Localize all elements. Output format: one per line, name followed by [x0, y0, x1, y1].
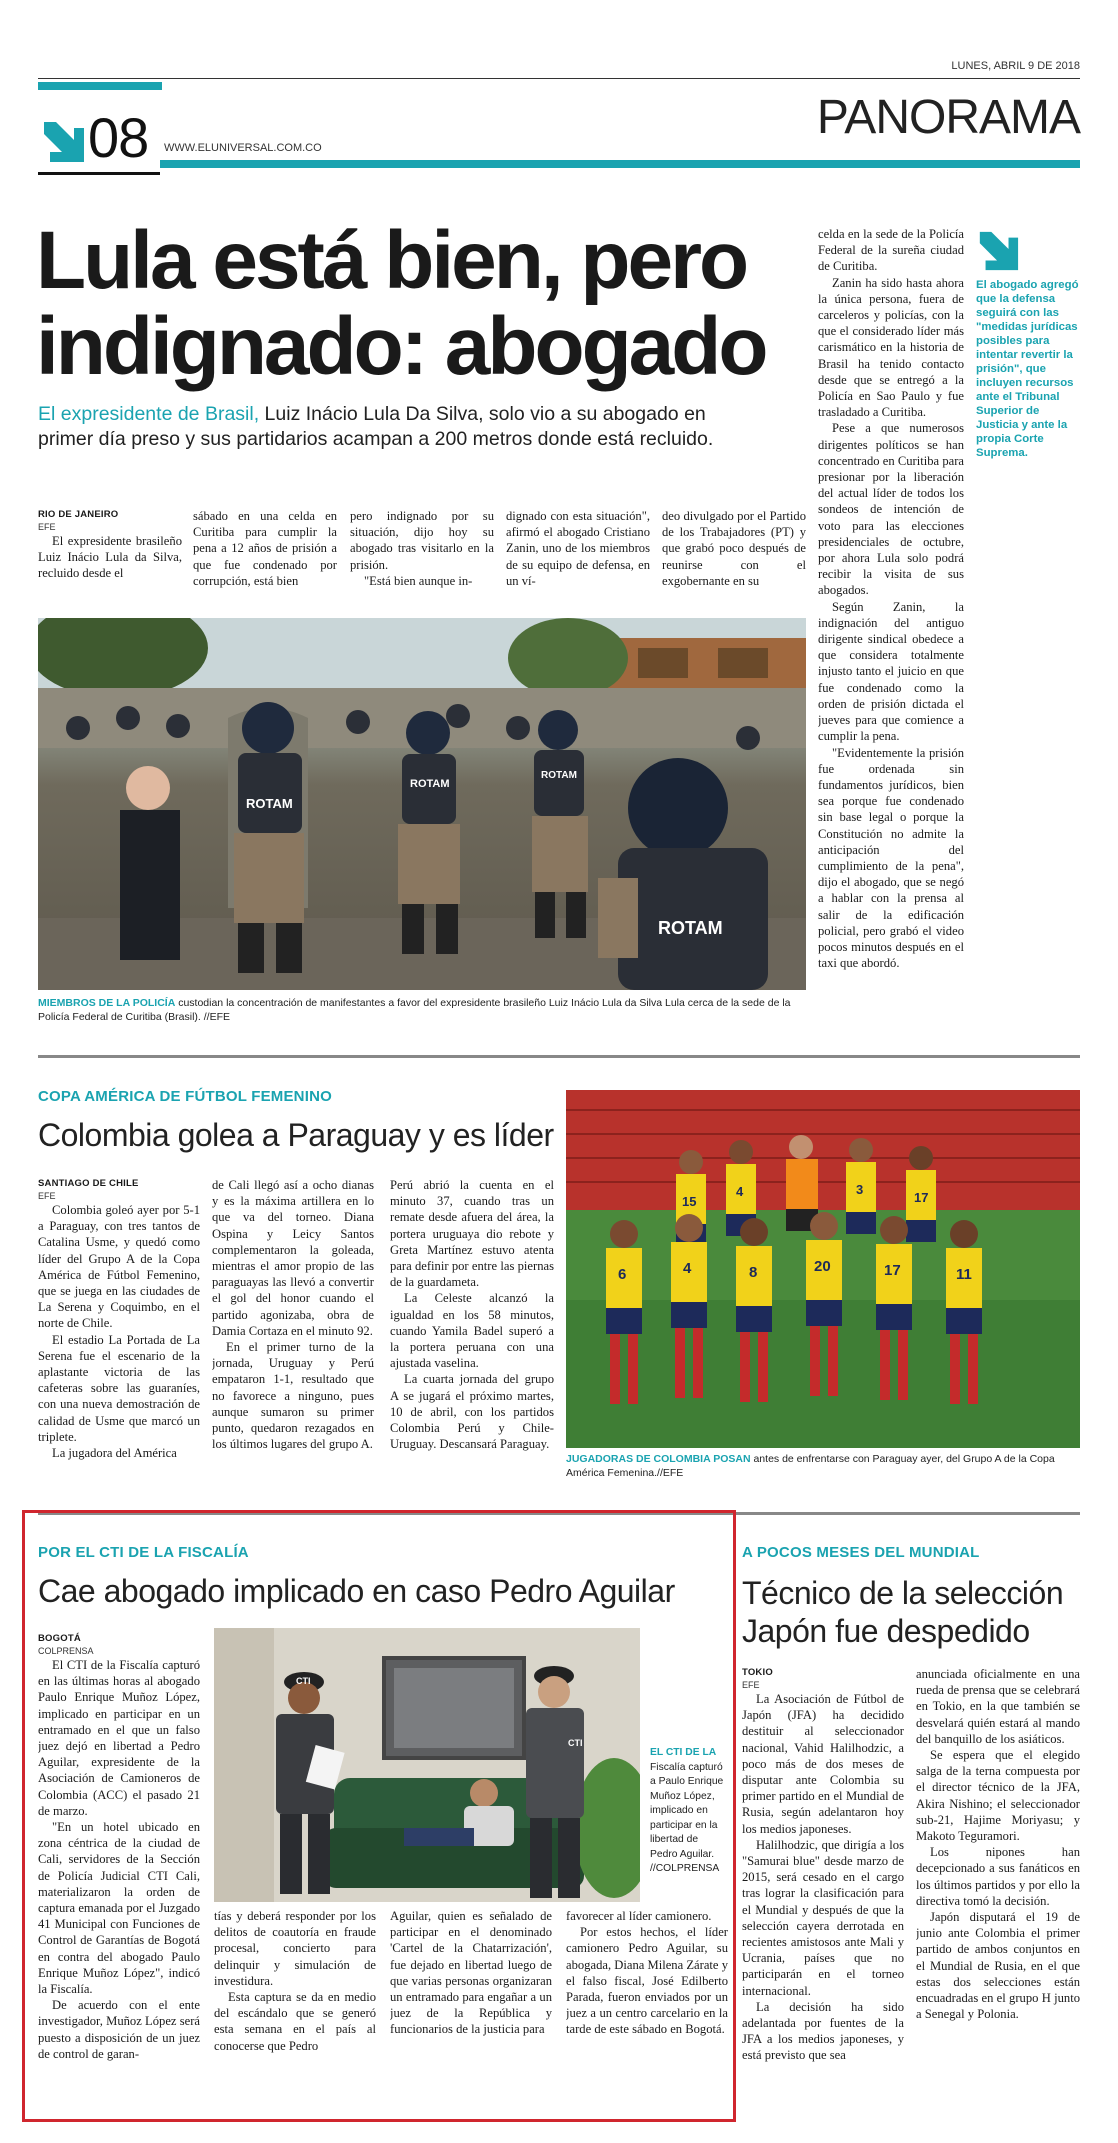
- story1-sidebar-quote: El abogado agregó que la defensa seguirá con las "medidas jurídicas posibles para intentar revertir la prisión", que incluyen recursos ante el Tribunal Superior de Justicia y ante la propia Corte Suprema.: [976, 279, 1079, 459]
- story3-caption: [650, 1746, 726, 1877]
- section-title: PANORAMA: [816, 91, 1080, 144]
- story1-caption-lead: MIEMBROS DE LA POLICÍA: [38, 997, 176, 1009]
- story1-dek: [38, 402, 758, 452]
- photo-vest-label: ROTAM: [410, 778, 450, 790]
- header-teal-bar: [160, 160, 1080, 168]
- story2-col3-text: Perú abrió la cuenta en el minuto 37, cuando tras un remate desde afuera del área, la portera uruguaya dio rebote y Greta Martínez estuvo atenta para definir por entre las piernas de la guardameta.: [390, 1178, 554, 1290]
- story3-col2-text: Esta captura se da en medio del escándalo que se generó esta semana en el país al conocerse que Pedro: [214, 1990, 376, 2053]
- story1-caption: [38, 996, 808, 1024]
- story3-caption-lead: EL CTI DE LA: [650, 1747, 717, 1758]
- story3-agency: COLPRENSA: [38, 1646, 94, 1656]
- story4-col1-text: Halilhodzic, que dirigía a los "Samurai blue" desde marzo de 2015, será cesado en el cargo tras lograr la clasificación para el Mundial y después de que la selección cayera derrotada en recientes amistosos ante Mali y Ucrania, países que no participarán en el torneo internacional.: [742, 1837, 904, 1998]
- story2-caption-lead: JUGADORAS DE COLOMBIA POSAN: [566, 1453, 751, 1465]
- story2-caption-text: antes de enfrentarse con Paraguay ayer, del Grupo A de la Copa América Femenina.//EFE: [566, 1453, 1055, 1479]
- story4-col2-text: anunciada oficialmente en una rueda de prensa que se celebrará en Tokio, en la que también se desvelará quién estará al mando del banquillo de los asiáticos.: [916, 1667, 1080, 1746]
- story4-agency: EFE: [742, 1680, 760, 1690]
- story1-col6-text: Zanin ha sido hasta ahora la única persona, fuera de carceleros y policías, con la que el considerado líder más carismático en la historia de Brasil ha tenido contacto desde que se entregó a la Policía en Sao Paulo y fue trasladado a Curitiba.: [818, 275, 964, 420]
- story2-col3: [390, 1177, 554, 1452]
- story3-col3: [390, 1908, 552, 2038]
- story2-col1-text: El estadio La Portada de La Serena fue el escenario de la aplastante victoria de las cafeteras sobre las guaraníes, con una nueva demostración de calidad de Usme que marcó un triplete.: [38, 1332, 200, 1444]
- page-number: 08: [88, 106, 149, 169]
- story3-kicker: POR EL CTI DE LA FISCALÍA: [38, 1544, 249, 1561]
- story3-col4-text: favorecer al líder camionero.: [566, 1909, 712, 1923]
- story4-headline: Técnico de la selección Japón fue despedido: [742, 1575, 1064, 1649]
- story1-col1: [38, 508, 182, 582]
- story3-col3-text: Aguilar, quien es señalado de participar en el denominado 'Cartel de la Chatarrización', fue dejado en libertad luego de que varias personas organizaran un entramado para engañar a un juez de la República y funcionarios de la justicia para: [390, 1909, 552, 2037]
- header-teal-tab: [38, 82, 162, 90]
- story2-col3-text: La Celeste alcanzó la igualdad en los 58 minutos, cuando Yamila Badel superó a la portera peruana con una ajustada vaselina.: [390, 1291, 554, 1371]
- story2-caption: [566, 1452, 1080, 1480]
- sidebar-arrow-icon: [976, 228, 1020, 272]
- story2-agency: EFE: [38, 1191, 56, 1201]
- arrow-icon: [40, 118, 86, 164]
- story4-col1-text: La decisión ha sido adelantada por fuentes de la JFA a los medios japoneses, y está previsto que sea: [742, 1999, 904, 2063]
- story1-col3-text: pero indignado por su situación, dijo hoy su abogado tras visitarlo en la prisión.: [350, 509, 494, 572]
- story4-col2: [916, 1666, 1080, 2022]
- story4-kicker: A POCOS MESES DEL MUNDIAL: [742, 1544, 980, 1561]
- section-divider: [38, 1055, 1080, 1058]
- website-url[interactable]: WWW.ELUNIVERSAL.COM.CO: [164, 142, 322, 154]
- story4-dateline: TOKIO: [742, 1667, 773, 1678]
- story2-col3-text: La cuarta jornada del grupo A se jugará el próximo martes, 10 de abril, con los partidos Colombia Perú y Chile-Uruguay. Descansará Paraguay.: [390, 1372, 554, 1452]
- story2-col2: [212, 1177, 374, 1452]
- jersey-number: 4: [683, 1260, 692, 1277]
- story1-col2-text: sábado en una celda en Curitiba para cumplir la pena a 12 años de prisión a que fue condenado por corrupción, está bien: [193, 509, 337, 588]
- story2-col1-text: La jugadora del América: [52, 1446, 177, 1461]
- story4-col1: [742, 1666, 904, 2064]
- jersey-number: 8: [749, 1264, 758, 1281]
- story3-col1-text: "En un hotel ubicado en zona céntrica de la ciudad de Cali, servidores de la Sección de Policía Judicial CTI Cali, materializaron la orden de captura emanada por el Juzgado 41 Municipal con Funciones de Control de Garantías de Bogotá en contra del abogado Paulo Enrique Muñoz López", indicó la Fiscalía.: [38, 1820, 200, 1997]
- photo-vest-label: ROTAM: [658, 918, 723, 938]
- story2-col2-text: En el primer turno de la jornada, Uruguay y Perú empataron 1-1, resultado que no favorece a ninguno, pues aunque sumaron su primer punto, quedaron rezagados en los últimos lugares del grupo A.: [212, 1340, 374, 1452]
- story3-caption-text: Fiscalía capturó a Paulo Enrique Muñoz López, implicado en participar en la libertad de Pedro Aguilar. //COLPRENSA: [650, 1761, 724, 1874]
- story1-col6-text: celda en la sede de la Policía Federal de la sureña ciudad de Curitiba.: [818, 227, 964, 274]
- header-page-underline: [38, 172, 160, 175]
- story1-dateline: RIO DE JANEIRO: [38, 509, 119, 520]
- photo-vest-label: ROTAM: [541, 770, 577, 781]
- story1-col4: [506, 508, 650, 589]
- story4-col2-text: Los nipones han decepcionado a sus fanáticos en los últimos partidos y por ello la directiva tomó la decisión.: [916, 1845, 1080, 1908]
- story3-col4-text: Por estos hechos, el líder camionero Pedro Aguilar, su abogada, Diana Milena Zárate y el falso fiscal, José Edilberto Parada, fueron enviados por un juez a un centro carcelario en la tarde de este sábado en Bogotá.: [566, 1925, 728, 2037]
- story1-agency: EFE: [38, 522, 56, 532]
- story4-col2-text: Se espera que el elegido salga de la terna compuesta por el director técnico de la JFA, Akira Nishino; el seleccionador sub-21, Hajime Moriyasu; y Makoto Teguramori.: [916, 1748, 1080, 1844]
- story3-dateline: BOGOTÁ: [38, 1633, 81, 1644]
- story1-col3-text-b: "Está bien aunque in-: [364, 573, 473, 588]
- story1-col3: [350, 508, 494, 589]
- story2-photo: [566, 1090, 1080, 1448]
- story3-photo: [214, 1628, 640, 1902]
- photo-badge: CTI: [296, 1676, 311, 1686]
- story1-dek-lead: El expresidente de Brasil,: [38, 403, 260, 425]
- story3-col4: [566, 1908, 728, 2038]
- story4-col2-text: Japón disputará el 19 de junio ante Colombia el primer partido de ambos conjuntos en el Mundial de Rusia, en el que estas dos selecciones están encuadradas en el grupo H junto a Senegal y Polonia.: [916, 1910, 1080, 2022]
- photo-vest-label: ROTAM: [246, 796, 293, 811]
- jersey-number: 17: [914, 1190, 929, 1205]
- story1-col2: [193, 508, 337, 589]
- story2-col1: [38, 1177, 200, 1461]
- header-rule-top: [38, 78, 1080, 79]
- story1-col6-text: Pese a que numerosos dirigentes políticos se han concentrado en Curitiba para presionar por la liberación del actual líder de todos los sondeos de intención de voto para las elecciones presidenciales de octubre, por ahora Lula solo podrá recibir la visita de sus abogados.: [818, 421, 964, 598]
- story1-photo: [38, 618, 806, 990]
- jersey-number: 4: [736, 1184, 744, 1199]
- story1-caption-text: custodian la concentración de manifestantes a favor del expresidente brasileño Luiz Inácio Lula da Silva Lula cerca de la sede de la Policía Federal de Curitiba (Brasil). //EFE: [38, 997, 791, 1023]
- jersey-number: 15: [682, 1194, 697, 1209]
- story3-col2-text: tías y deberá responder por los delitos de coautoría en fraude procesal, concierto para delinquir y simulación de investidura.: [214, 1909, 376, 1988]
- story3-col1-text: De acuerdo con el ente investigador, Muñoz López será puesto a disposición de un juez de control de garan-: [38, 1998, 200, 2061]
- story1-headline: Lula está bien, pero indignado: abogado: [36, 215, 766, 392]
- story2-col1-text: Colombia goleó ayer por 5-1 a Paraguay, con tres tantos de Catalina Usme, y quedó como líder del Grupo A de la Copa América de Fútbol Femenino, que se juega en las ciudades de La Serena y Coquimbo, en el norte de Chile.: [38, 1203, 200, 1331]
- story1-col5-text: deo divulgado por el Partido de los Trabajadores (PT) y que grabó poco después de reunirse con el exgobernante en su: [662, 509, 806, 588]
- story1-dek-rest: Luiz Inácio Lula Da Silva, solo vio a su abogado en primer día preso y sus partidarios acampan a 200 metros donde está recluido.: [38, 403, 714, 450]
- story2-kicker: COPA AMÉRICA DE FÚTBOL FEMENINO: [38, 1088, 332, 1105]
- jersey-number: 11: [956, 1266, 972, 1283]
- story1-col5: [662, 508, 806, 589]
- story3-headline: Cae abogado implicado en caso Pedro Aguilar: [38, 1573, 675, 1609]
- jersey-number: 6: [618, 1266, 627, 1283]
- story1-col1-text: El expresidente brasileño Luiz Inácio Lula da Silva, recluido desde el: [38, 534, 182, 581]
- story1-col6: [818, 226, 964, 971]
- story2-headline: Colombia golea a Paraguay y es líder: [38, 1117, 554, 1153]
- story3-col1: [38, 1632, 200, 2062]
- story1-col4-text: dignado con esta situación", afirmó el abogado Cristiano Zanin, uno de los miembros de su equipo de defensa, en un ví-: [506, 509, 650, 588]
- issue-date: LUNES, ABRIL 9 DE 2018: [951, 60, 1080, 72]
- story4-col1-text: La Asociación de Fútbol de Japón (JFA) ha decidido destituir al seleccionador nacional, Vahid Halilhodzic, a poco más de dos meses de disputar ante Colombia su primer partido en el Mundial de Rusia, según adelantaron hoy los medios japoneses.: [742, 1692, 904, 1836]
- story2-col2-text: de Cali llegó así a ocho dianas y es la máxima artillera en lo que va del torneo. Diana Ospina y Leicy Santos complementaron la goleada, mientras el amor propio de las paraguayas las llevó a convertir el gol del honor cuando el partido agonizaba, obra de Damia Cortaza en el minuto 92.: [212, 1178, 374, 1338]
- story1-col6-text: "Evidentemente la prisión fue ordenada sin fundamentos jurídicos, bien sea porque fue condenado sin base legal o porque la Constitución no admite la anticipación del cumplimiento de la pena", dijo el abogado, que se negó a hablar con la prensa al salir de la edificación policial, pero grabó el video pocos minutos después en el taxi que abordó.: [818, 745, 964, 971]
- jersey-number: 3: [856, 1182, 864, 1197]
- jersey-number: 20: [814, 1258, 831, 1275]
- story3-col1-text: El CTI de la Fiscalía capturó en las últimas horas al abogado Paulo Enrique Muñoz López, implicado en participar en un entramado en el que un falso juez dejó en libertad a Pedro Aguilar, expresidente de la Asociación de Camioneros de Colombia (ACC) el pasado 21 de marzo.: [38, 1658, 200, 1818]
- story2-dateline: SANTIAGO DE CHILE: [38, 1178, 139, 1189]
- arrest-photo-illustration: [214, 1628, 640, 1902]
- story1-col6-text: Según Zanin, la indignación del antiguo dirigente sindical obedece a que considera totalmente injusto tanto el juicio en que fue condenado como la orden de prisión dictada el jueves para que comience a cumplir la pena.: [818, 599, 964, 744]
- story3-col2: [214, 1908, 376, 2054]
- jersey-number: 17: [884, 1262, 901, 1279]
- photo-badge: CTI: [568, 1738, 583, 1748]
